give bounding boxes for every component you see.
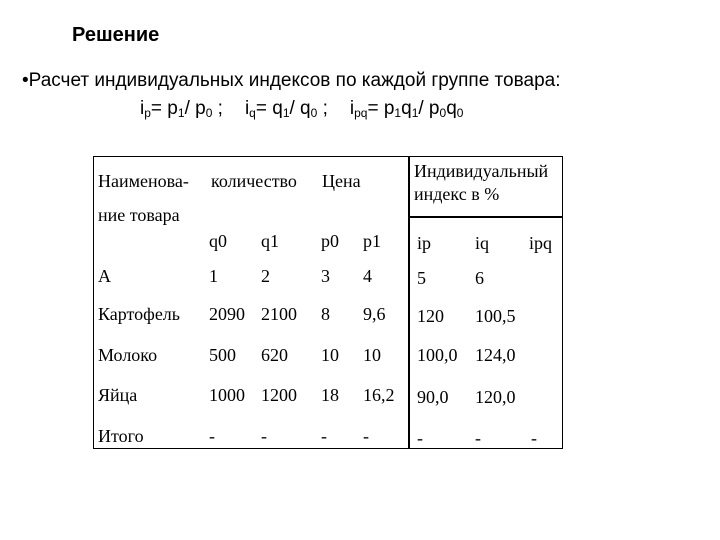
row-potato-q1: 2100 [261, 304, 297, 324]
row-eggs-name: Яйца [98, 385, 138, 405]
row-a-p0: 3 [321, 266, 330, 286]
row-eggs-ip: 90,0 [417, 387, 449, 407]
row-potato-iq: 100,5 [475, 306, 516, 326]
subheader-ip: ip [417, 233, 432, 253]
row-milk-q1: 620 [261, 345, 288, 365]
row-total-ip: - [417, 428, 423, 448]
table-right-divider [409, 216, 563, 218]
formula-line [140, 98, 463, 120]
subheader-iq: iq [475, 233, 490, 253]
row-total-q1: - [261, 426, 267, 446]
row-milk-q0: 500 [209, 345, 236, 365]
slide-title: Решение [72, 24, 160, 46]
formula-iq: $i_q= q_1/$ $q_0$ ; [244, 98, 328, 120]
header-quantity: количество [211, 171, 297, 191]
row-a-ip: 5 [417, 268, 426, 288]
subheader-p0: p0 [321, 231, 339, 251]
row-total-p1: - [363, 426, 369, 446]
header-index-line-1: Индивидуальный [414, 161, 549, 181]
row-a-q1: 2 [261, 266, 270, 286]
row-milk-iq: 124,0 [475, 345, 516, 365]
header-index [414, 160, 548, 205]
row-a-q0: 1 [209, 266, 218, 286]
row-milk-p1: 10 [363, 345, 381, 365]
row-eggs-q1: 1200 [261, 385, 297, 405]
row-a-p1: 4 [363, 266, 372, 286]
row-potato-ip: 120 [417, 306, 444, 326]
row-eggs-p0: 18 [321, 385, 339, 405]
header-index-line-2: индекс в % [414, 183, 500, 204]
formula-ip: $i_p= p_1/$ $p_0$ ; [140, 98, 223, 120]
row-potato-p0: 8 [321, 304, 330, 324]
bullet-text: •Расчет индивидуальных индексов по каждой группе товара: [22, 70, 561, 91]
row-eggs-iq: 120,0 [475, 387, 516, 407]
row-a-iq: 6 [475, 268, 484, 288]
row-potato-q0: 2090 [209, 304, 245, 324]
row-eggs-p1: 16,2 [363, 385, 395, 405]
subheader-ipq: ipq [529, 233, 553, 253]
row-milk-ip: 100,0 [417, 345, 458, 365]
row-total-iq: - [475, 428, 481, 448]
row-potato-name: Картофель [98, 304, 180, 324]
formula-ipq: $i_{pq}= p_1q_1/$ $p_0q_0$ [349, 98, 464, 120]
row-total-ipq: - [531, 428, 537, 448]
subheader-q0: q0 [209, 231, 227, 251]
header-price: Цена [322, 171, 361, 191]
row-potato-p1: 9,6 [363, 304, 386, 324]
header-name-2: ние товара [98, 205, 180, 225]
row-total-p0: - [321, 426, 327, 446]
row-milk-p0: 10 [321, 345, 339, 365]
header-name-1: Наименова- [98, 171, 189, 191]
subheader-q1: q1 [261, 231, 279, 251]
subheader-p1: p1 [363, 231, 381, 251]
row-eggs-q0: 1000 [209, 385, 245, 405]
row-total-name: Итого [98, 426, 144, 446]
row-total-q0: - [209, 426, 215, 446]
row-a-name: А [98, 266, 111, 286]
table-left-frame [93, 156, 409, 449]
row-milk-name: Молоко [98, 345, 158, 365]
